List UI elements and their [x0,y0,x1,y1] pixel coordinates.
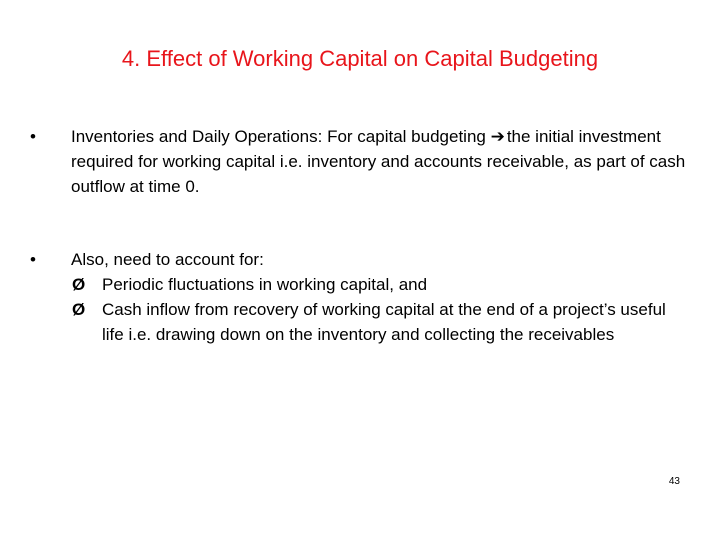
slide-title: 4. Effect of Working Capital on Capital Budgeting [121,46,599,71]
sub-item-cash-inflow [72,297,690,347]
bullet-inventories [30,124,690,199]
sub-item-periodic-fluctuations [72,272,690,297]
bullet-also-account [30,247,690,347]
sub-item-text: Periodic fluctuations in working capital, and [102,275,428,294]
right-arrow-icon: ➔ [490,127,505,146]
sub-bullet-arrow-icon: Ø [72,275,86,294]
bullet-marker: • [30,250,36,269]
sub-item-text: Cash inflow from recovery of working capital at the end of a project’s useful life i.e. drawing down on the inventory and collecting the receivables [102,300,666,344]
page-number: 43 [668,476,680,487]
bullet-text-after-arrow: the initial investment required for working capital i.e. inventory and accounts receivable, as part of cash outflow at time 0. [71,127,686,196]
bullet-text: Also, need to account for: [71,250,264,269]
bullet-marker: • [30,127,36,146]
bullet-text-before-arrow: Inventories and Daily Operations: For capital budgeting [71,127,491,146]
bullet-text [71,124,690,199]
sub-bullet-arrow-icon: Ø [72,300,86,319]
